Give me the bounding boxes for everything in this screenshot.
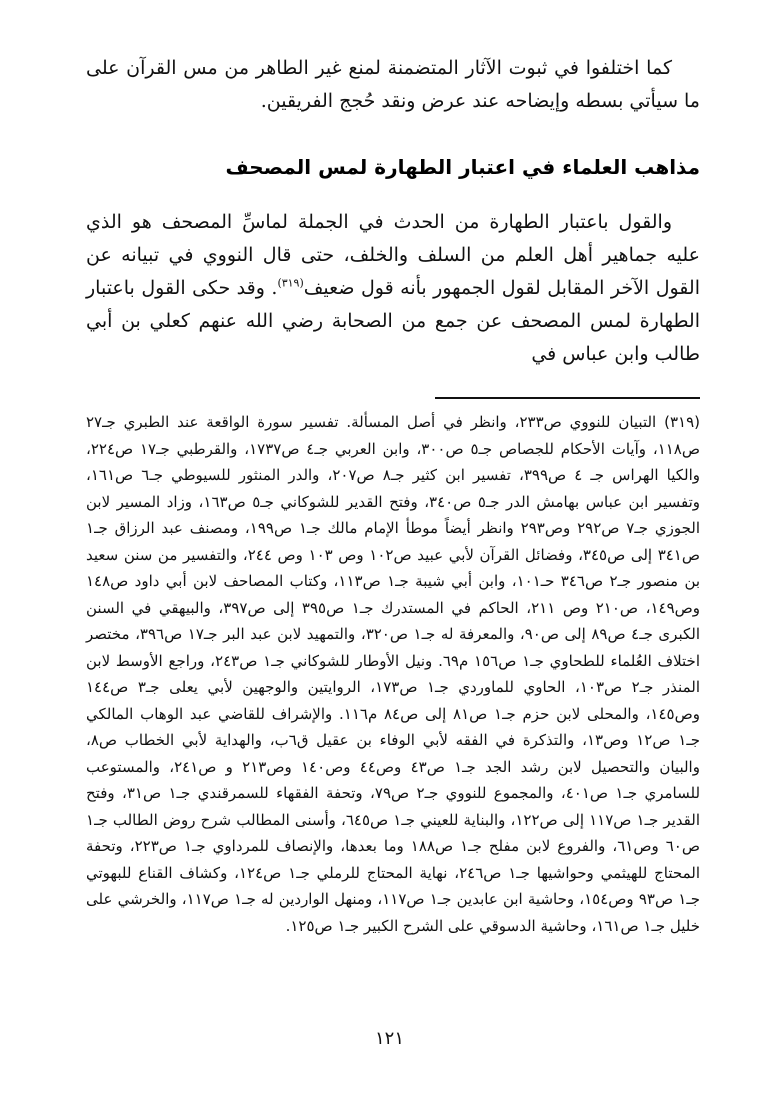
body-text-before-ref: والقول باعتبار الطهارة من الحدث في الجملة لماسِّ المصحف هو الذي عليه جماهير أهل العلم من السلف والخلف، حتى قال النووي في تبيانه عن القول الآخر المقابل لقول الجمهور بأنه قول ضعيف	[86, 211, 700, 299]
body-text-after-ref: . وقد حكى القول باعتبار الطهارة لمس المصحف عن جمع من الصحابة رضي الله عنهم كعلي بن أبي طالب وابن عباس في	[86, 277, 700, 365]
footnote-text: التبيان للنووي ص٢٣٣، وانظر في أصل المسألة. تفسير سورة الواقعة عند الطبري جـ٢٧ ص١١٨، وآيات الأحكام للجصاص جـ٥ ص٣٠٠، وابن العربي جـ٤ ص١٧٣٧، والقرطبي جـ١٧ ص٢٢٤، والكيا الهراس جـ ٤ ص٣٩٩، تفسير ابن كثير جـ٨ ص٢٠٧، والدر المنثور للسيوطي جـ٦ ص١٦١، وتفسير ابن عباس بهامش الدر جـ٥ ص٣٤٠، وفتح القدير للشوكاني جـ٥ ص١٦٣، وزاد المسير لابن الجوزي جـ٧ ص٢٩٢ وص٢٩٣ وانظر أيضاً موطأ الإمام مالك جـ١ ص١٩٩، ومصنف عبد الرزاق جـ١ ص٣٤١ إلى ص٣٤٥، وفضائل القرآن لأبي عبيد ص١٠٢ وص ١٠٣ وص ٢٤٤، والتفسير من سنن سعيد بن منصور جـ٢ ص٣٤٦ حـ١٠١، وابن أبي شيبة جـ١ ص١١٣، وكتاب المصاحف لابن أبي داود ص١٤٨ وص١٤٩، ص٢١٠ وص ٢١١، الحاكم في المستدرك جـ١ ص٣٩٥ إلى ص٣٩٧، والبيهقي في السنن الكبرى جـ٤ ص٨٩ إلى ص٩٠، والمعرفة له جـ١ ص٣٢٠، والتمهيد لابن عبد البر جـ١٧ ص٣٩٦، مختصر اختلاف العُلماء للطحاوي جـ١ ص١٥٦ م٦٩. ونيل الأوطار للشوكاني جـ١ ص٢٤٣، وراجع الأوسط لابن المنذر جـ٢ ص١٠٣، الحاوي للماوردي جـ١ ص١٧٣، الروايتين والوجهين لأبي يعلى جـ٣ ص١٤٤ وص١٤٥، والمحلى لابن حزم جـ١ ص٨١ إلى ص٨٤ م١١٦. والإشراف للقاضي عبد الوهاب المالكي جـ١ ص١٢ وص١٣، والتذكرة في الفقه لأبي الوفاء بن عقيل ق٦ب، والهداية لأبي الخطاب ص٨، والبيان والتحصيل لابن رشد الجد جـ١ ص٤٣ وص٤٤ وص١٤٠ وص٢١٣ و ص٢٤١، والمستوعب للسامري جـ١ ص٤٠١، والمجموع للنووي جـ٢ ص٧٩، وتحفة الفقهاء للسمرقندي جـ١ ص٣١، وفتح القدير جـ١ ص١١٧ إلى ص١٢٢، والبناية للعيني جـ١ ص٦٤٥، وأسنى المطالب شرح روض الطالب جـ١ ص٦٠ وص٦١، والفروع لابن مفلح جـ١ ص١٨٨ وما بعدها، والإنصاف للمرداوي جـ١ ص٢٢٣، وتحفة المحتاج للهيثمي وحواشيها جـ١ ص٢٤٦، نهاية المحتاج للرملي جـ١ ص١٢٤، وكشاف القناع للبهوتي جـ١ ص٩٣ وص١٥٤، وحاشية ابن عابدين جـ١ ص١١٧، ومنهل الواردين له جـ١ ص١١٧، والخرشي على خليل جـ١ ص١٦١، وحاشية الدسوقي على الشرح الكبير جـ١ ص١٢٥.	[86, 413, 701, 935]
body-paragraph	[86, 206, 700, 371]
footnote-319	[86, 409, 700, 939]
footnote-reference[interactable]: (٣١٩)	[277, 276, 304, 290]
intro-paragraph: كما اختلفوا في ثبوت الآثار المتضمنة لمنع غير الطاهر من مس القرآن على ما سيأتي بسطه وإيضاحه عند عرض ونقد حُجج الفريقين.	[86, 57, 700, 112]
book-page	[86, 52, 700, 939]
footnote-separator	[435, 397, 700, 399]
footnote-number: (٣١٩)	[664, 413, 700, 431]
section-heading: مذاهب العلماء في اعتبار الطهارة لمس المصحف	[225, 155, 700, 179]
page-number: ١٢١	[374, 1028, 404, 1049]
